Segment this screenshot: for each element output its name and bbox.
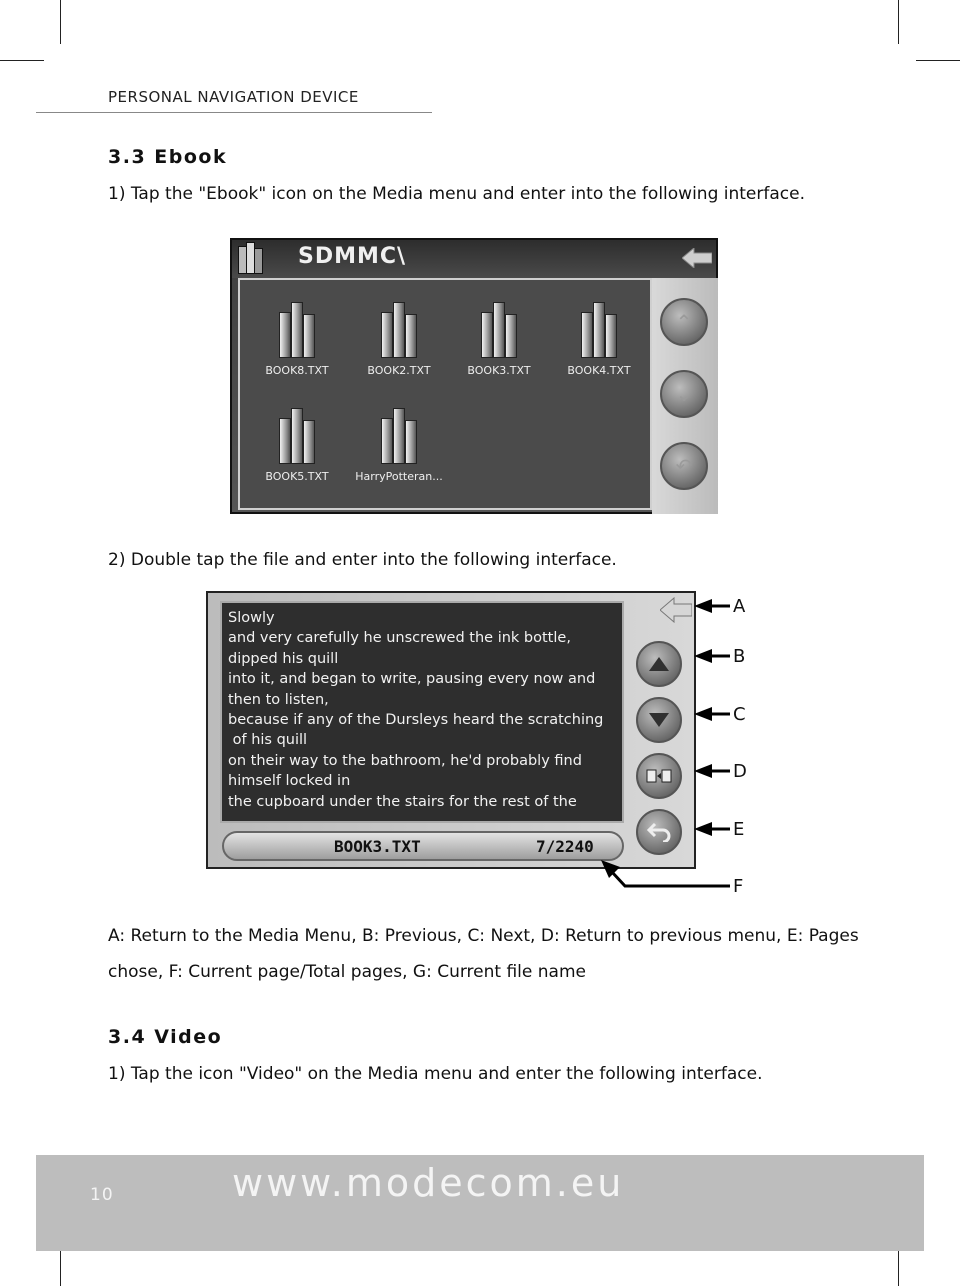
caption-line: A: Return to the Media Menu, B: Previous, C: Next, D: Return to previous menu, E: Pages xyxy=(108,926,859,946)
text-line: himself locked in xyxy=(228,773,351,790)
ebook-step-2: 2) Double tap the file and enter into the following interface. xyxy=(108,550,617,570)
file-name: BOOK4.TXT xyxy=(567,364,631,377)
section-heading-video: 3.4 Video xyxy=(108,1026,223,1048)
text-line: then to listen, xyxy=(228,691,329,708)
current-path: SDMMC\ xyxy=(298,244,407,269)
caption-line: chose, F: Current page/Total pages, G: Current file name xyxy=(108,962,586,982)
footer-website: www.modecom.eu xyxy=(232,1161,625,1205)
file-name: BOOK2.TXT xyxy=(367,364,431,377)
double-chevron-down-icon: ⌄ xyxy=(675,382,693,406)
ebook-step-1: 1) Tap the "Ebook" icon on the Media menu and enter into the following interface. xyxy=(108,184,805,204)
callout-label-d: D xyxy=(733,761,747,782)
file-name: BOOK3.TXT xyxy=(467,364,531,377)
section-heading-ebook: 3.3 Ebook xyxy=(108,146,228,168)
file-name: HarryPotteran... xyxy=(355,470,443,483)
text-line: dipped his quill xyxy=(228,650,339,667)
reader-legend-caption xyxy=(108,918,868,990)
text-line: Slowly xyxy=(228,610,275,626)
callout-label-f: F xyxy=(733,876,744,897)
callout-label-c: C xyxy=(733,704,746,725)
callout-label-e: E xyxy=(733,819,745,840)
text-line: because if any of the Dursleys heard the scratching xyxy=(228,712,604,729)
video-step-1: 1) Tap the icon "Video" on the Media menu and enter the following interface. xyxy=(108,1064,763,1084)
current-file-name: BOOK3.TXT xyxy=(334,837,421,856)
file-name: BOOK8.TXT xyxy=(265,364,329,377)
page-number: 10 xyxy=(90,1185,114,1205)
callout-label-a: A xyxy=(733,596,746,617)
text-line: into it, and began to write, pausing every now and xyxy=(228,671,596,688)
text-line: on their way to the bathroom, he'd probably find xyxy=(228,752,582,769)
page-counter: 7/2240 xyxy=(536,837,594,856)
double-chevron-up-icon: ⌃ xyxy=(675,310,693,334)
callout-label-b: B xyxy=(733,646,746,667)
file-name: BOOK5.TXT xyxy=(265,470,329,483)
running-header: PERSONAL NAVIGATION DEVICE xyxy=(108,88,359,106)
return-icon: ↶ xyxy=(675,454,693,478)
text-line: and very carefully he unscrewed the ink bottle, xyxy=(228,630,571,647)
text-line: the cupboard under the stairs for the rest of the xyxy=(228,793,577,810)
text-line: of his quill xyxy=(228,732,308,749)
page-footer xyxy=(36,1155,924,1251)
